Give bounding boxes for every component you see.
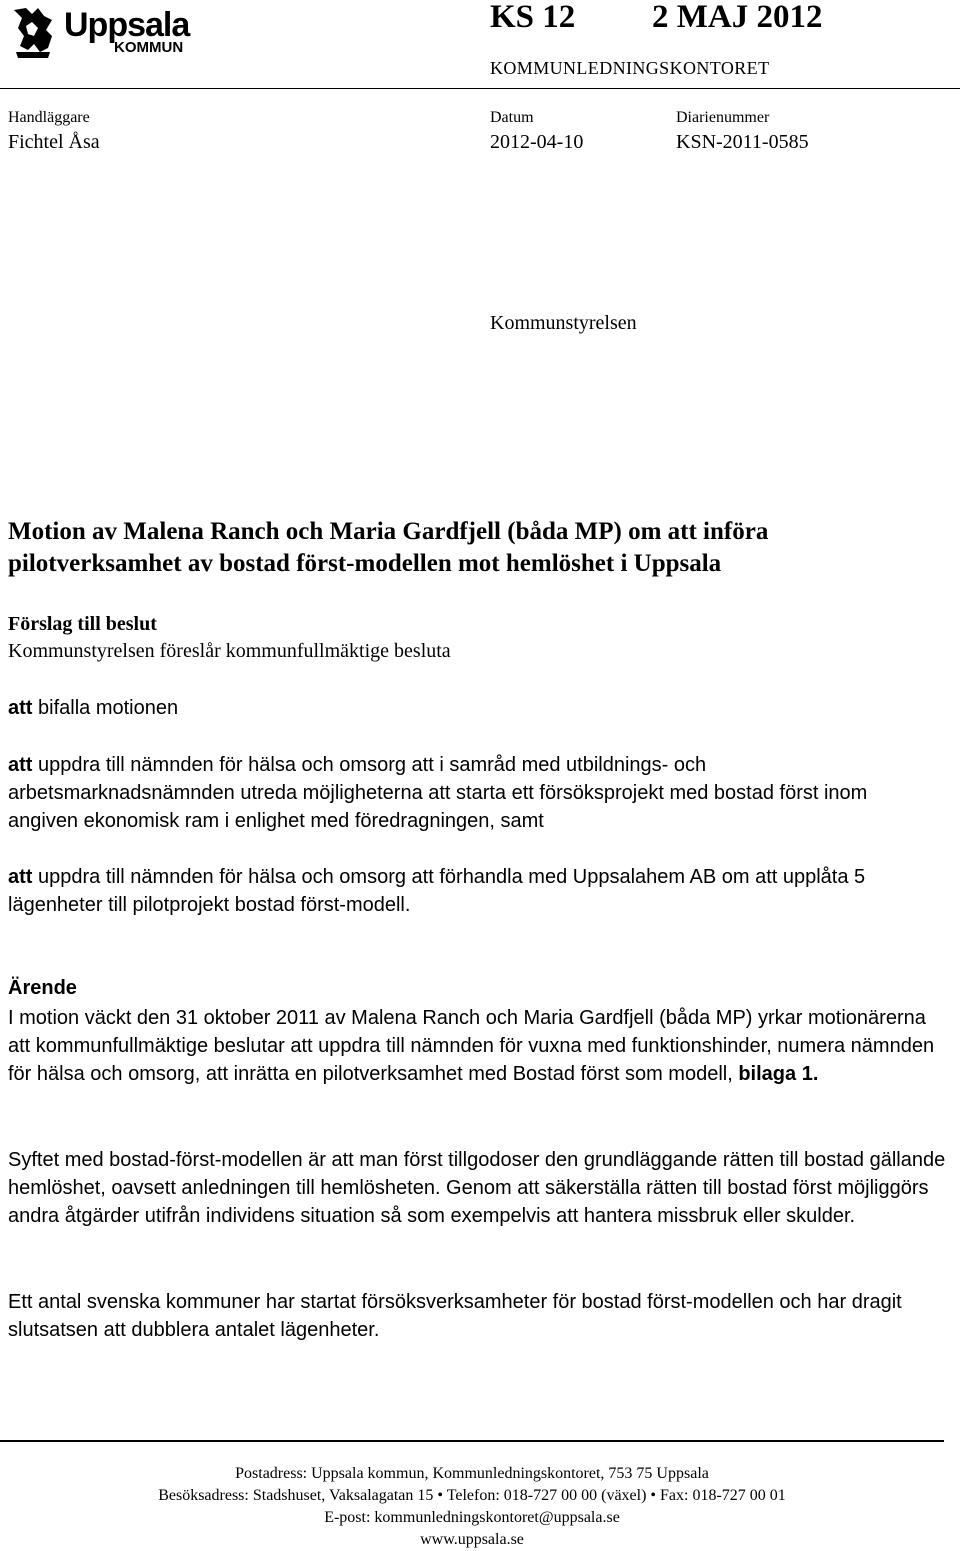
recipient: Kommunstyrelsen — [490, 312, 637, 334]
email-address: E-post: kommunledningskontoret@uppsala.se — [324, 1509, 620, 1526]
att-keyword: att — [8, 754, 33, 776]
attachment-reference: bilaga 1. — [738, 1063, 819, 1085]
handlaggare-label: Handläggare — [8, 109, 90, 126]
footer — [0, 1463, 944, 1551]
website-link[interactable]: www.uppsala.se — [420, 1531, 524, 1548]
visiting-address: Besöksadress: Stadshuset, Vaksalagatan 15 • Telefon: 018-727 00 00 (växel) • Fax: 018-727 00 01 — [158, 1487, 786, 1504]
handlaggare-value: Fichtel Åsa — [8, 131, 100, 153]
coat-of-arms-icon — [8, 6, 58, 60]
proposal-heading: Förslag till beslut — [8, 613, 157, 635]
postal-address: Postadress: Uppsala kommun, Kommunledningskontoret, 753 75 Uppsala — [235, 1465, 709, 1482]
decision-text: bifalla motionen — [32, 697, 179, 719]
case-heading: Ärende — [8, 977, 77, 999]
att-keyword: att — [8, 697, 33, 719]
case-number: KS 12 — [490, 0, 576, 35]
decision-text: uppdra till nämnden för hälsa och omsorg att i samråd med utbildnings- och arbetsmarknadsnämnden utreda möjligheterna att starta ett försöksprojekt med bostad först inom angiven ekonomisk ram i enlighet med föredragningen, samt — [8, 754, 868, 832]
header-divider — [0, 88, 960, 89]
decision-text: uppdra till nämnden för hälsa och omsorg att förhandla med Uppsalahem AB om att upplåta 5 lägenheter till pilotprojekt bostad först-modell. — [8, 866, 866, 916]
meeting-date: 2 MAJ 2012 — [652, 0, 823, 35]
uppsala-kommun-logo — [8, 4, 218, 60]
footer-divider — [0, 1440, 944, 1442]
case-paragraph-text: I motion väckt den 31 oktober 2011 av Malena Ranch och Maria Gardfjell (båda MP) yrkar motionärerna att kommunfullmäktige beslutar att uppdra till nämnden för vuxna med funktionshinder, numera nämnden för hälsa och omsorg, att inrätta en pilotverksamhet med Bostad först som modell, — [8, 1007, 935, 1085]
datum-value: 2012-04-10 — [490, 131, 584, 153]
case-paragraph: Ett antal svenska kommuner har startat försöksverksamheter för bostad först-modellen och har dragit slutsatsen att dubblera antalet lägenheter. — [8, 1291, 902, 1341]
att-keyword: att — [8, 866, 33, 888]
office-name: KOMMUNLEDNINGSKONTORET — [490, 58, 770, 78]
proposal-intro: Kommunstyrelsen föreslår kommunfullmäktige besluta — [8, 640, 451, 662]
logo-wordmark: Uppsala — [64, 6, 190, 44]
decision-item — [8, 694, 178, 722]
case-paragraph: Syftet med bostad-först-modellen är att man först tillgodoser den grundläggande rätten till bostad gällande hemlöshet, oavsett anledningen till hemlösheten. Genom att säkerställa rätten till bostad först möjliggörs andra åtgärder utifrån individens situation så som exempelvis att hantera missbruk eller skulder. — [8, 1149, 946, 1227]
datum-label: Datum — [490, 109, 534, 126]
document-title: Motion av Malena Ranch och Maria Gardfjell (båda MP) om att införa pilotverksamhet av bostad först-modellen mot hemlöshet i Uppsala — [8, 518, 769, 577]
decision-item — [8, 751, 938, 835]
logo-subtitle: KOMMUN — [114, 39, 184, 56]
diarienummer-value: KSN-2011-0585 — [676, 131, 809, 153]
case-paragraph — [8, 1004, 948, 1088]
diarienummer-label: Diarienummer — [676, 109, 770, 126]
decision-item — [8, 863, 938, 919]
